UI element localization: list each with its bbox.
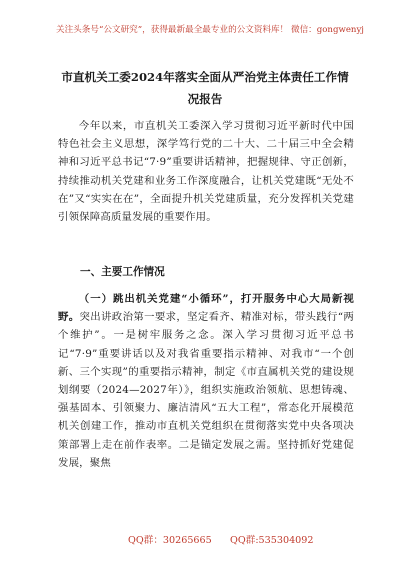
header-banner: 关注头条号“公文研究”，获得最新最全最专业的公文资料库！ 微信：gongwenyj bbox=[56, 25, 364, 35]
document-title: 市直机关工委2024年落实全面从严治党主体责任工作情况报告 bbox=[61, 70, 349, 106]
footer-qq-group-2: QQ群:535304092 bbox=[230, 535, 314, 546]
intro-paragraph: 今年以来，市直机关工委深入学习贯彻习近平新时代中国特色社会主义思想，深学笃行党的二十大、二十届三中全会精神和习近平总书记“7·9”重要讲话精神，把握规律、守正创新，持续推动机关党建和业务工作深度融合，让机关党建既“无处不在”又“实实在在”，全面提升机关党建质量，充分发挥机关党建引领保障高质量发展的重要作用。 bbox=[58, 120, 354, 224]
subsection-body: 突出讲政治第一要求，坚定看齐、精准对标，带头践行“两个维护”。一是树牢服务之念。深入学习贯彻习近平总书记“7·9”重要讲话以及对我省重要指示精神、对我市“一个创新、三个实现”的重要指示精神，制定《市直属机关党的建设规划纲要（2024—2027年）》，组织实施政治领航、思想铸魂、强基固本、引领聚力、廉洁清风“五大工程”，常态化开展模范机关创建工作，推动市直机关党组织在贯彻落实党中央各项决策部署上走在前作表率。二是锚定发展之需。坚持抓好党建促发展，聚焦 bbox=[58, 311, 355, 469]
footer-qq-group-1: QQ群：30265665 bbox=[128, 535, 212, 546]
subsection-heading: （一）跳出机关党建“小循环”，打开服务中心大局新视野。 bbox=[58, 293, 354, 324]
section-heading: 一、主要工作情况 bbox=[80, 266, 165, 278]
subsection-paragraph bbox=[58, 290, 354, 472]
